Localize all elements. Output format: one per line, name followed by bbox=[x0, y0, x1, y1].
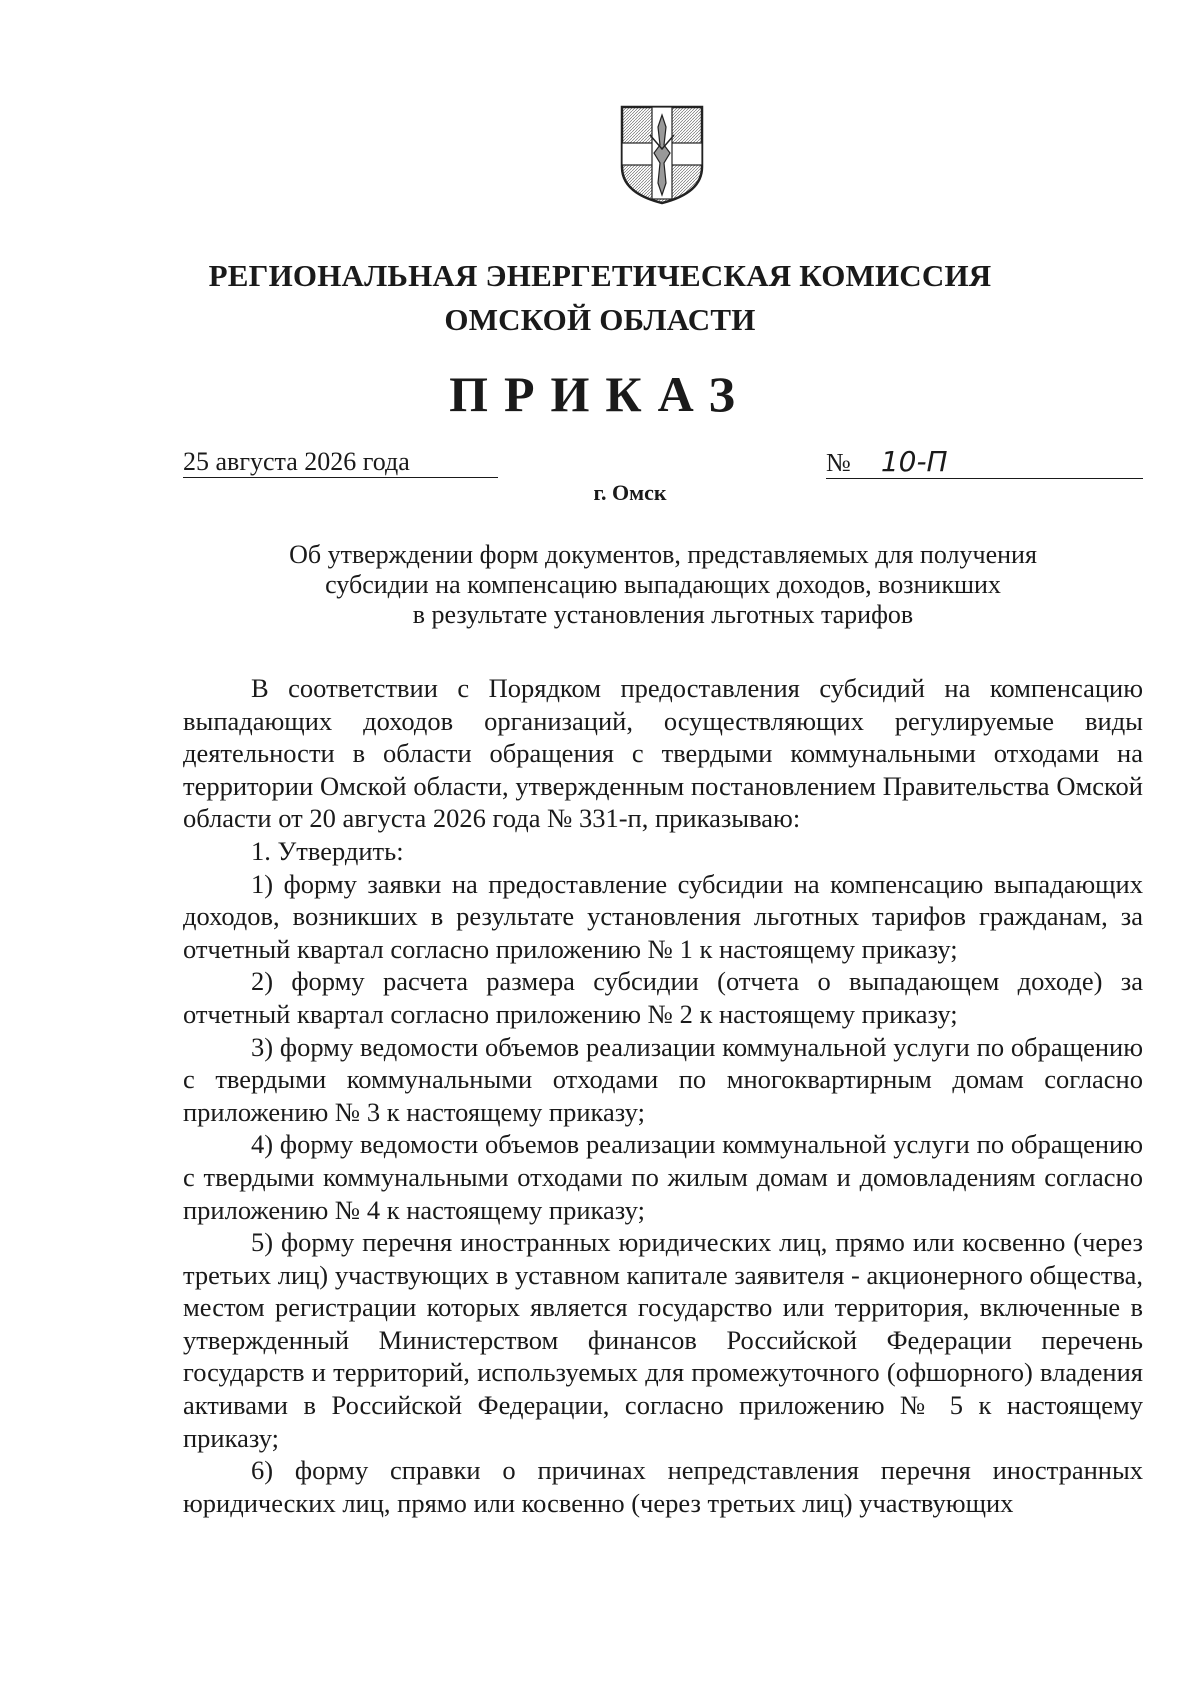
list-item: 4) форму ведомости объемов реализации коммунальной услуги по обращению с твердыми коммунальными отходами по жилым домам и домовладениям согласно приложению № 4 к настоящему приказу; bbox=[183, 1129, 1143, 1225]
organization-name-line-2: ОМСКОЙ ОБЛАСТИ bbox=[444, 302, 756, 337]
list-item: 1) форму заявки на предоставление субсидии на компенсацию выпадающих доходов, возникших в результате установления льготных тарифов гражданам, за отчетный квартал согласно приложению № 1 к настоящему приказу; bbox=[183, 868, 1143, 964]
subject-line: субсидии на компенсацию выпадающих доходов, возникших bbox=[325, 570, 1001, 599]
list-item: 6) форму справки о причинах непредставления перечня иностранных юридических лиц, прямо или косвенно (через третьих лиц) участвующих bbox=[183, 1455, 1143, 1518]
list-item: 3) форму ведомости объемов реализации коммунальной услуги по обращению с твердыми коммунальными отходами по многоквартирным домам согласно приложению № 3 к настоящему приказу; bbox=[183, 1031, 1143, 1127]
subject-line: Об утверждении форм документов, представляемых для получения bbox=[289, 540, 1037, 569]
document-number-field bbox=[826, 447, 1143, 479]
preamble-paragraph: В соответствии с Порядком предоставления субсидий на компенсацию выпадающих доходов организаций, осуществляющих регулируемые виды деятельности в области обращения с твердыми коммунальными отходами на территории Омской области, утвержденным постановлением Правительства Омской области от 20 августа 2026 года № 331-п, приказываю: bbox=[183, 673, 1143, 834]
clause-heading: 1. Утвердить: bbox=[251, 835, 404, 866]
document-date: 25 августа 2026 года bbox=[183, 447, 498, 478]
document-number-handwritten: 10-П bbox=[880, 445, 948, 478]
list-item: 2) форму расчета размера субсидии (отчета о выпадающем доходе) за отчетный квартал согласно приложению № 2 к настоящему приказу; bbox=[183, 966, 1143, 1029]
document-subject bbox=[183, 540, 1143, 630]
document-type-title: ПРИКАЗ bbox=[449, 366, 751, 422]
document-city: г. Омск bbox=[593, 480, 667, 505]
number-prefix: № bbox=[826, 448, 851, 477]
list-item: 5) форму перечня иностранных юридических лиц, прямо или косвенно (через третьих лиц) участвующих в уставном капитале заявителя - акционерного общества, местом регистрации которых является государство или территория, включенные в утвержденный Министерством финансов Российской Федерации перечень государств и территорий, используемых для промежуточного (офшорного) владения активами в Российской Федерации, согласно приложению № 5 к настоящему приказу; bbox=[183, 1227, 1143, 1453]
document-body bbox=[183, 672, 1143, 1519]
organization-name-line-1: РЕГИОНАЛЬНАЯ ЭНЕРГЕТИЧЕСКАЯ КОМИССИЯ bbox=[208, 258, 992, 293]
subject-line: в результате установления льготных тарифов bbox=[412, 600, 914, 629]
coat-of-arms-emblem bbox=[620, 105, 704, 205]
